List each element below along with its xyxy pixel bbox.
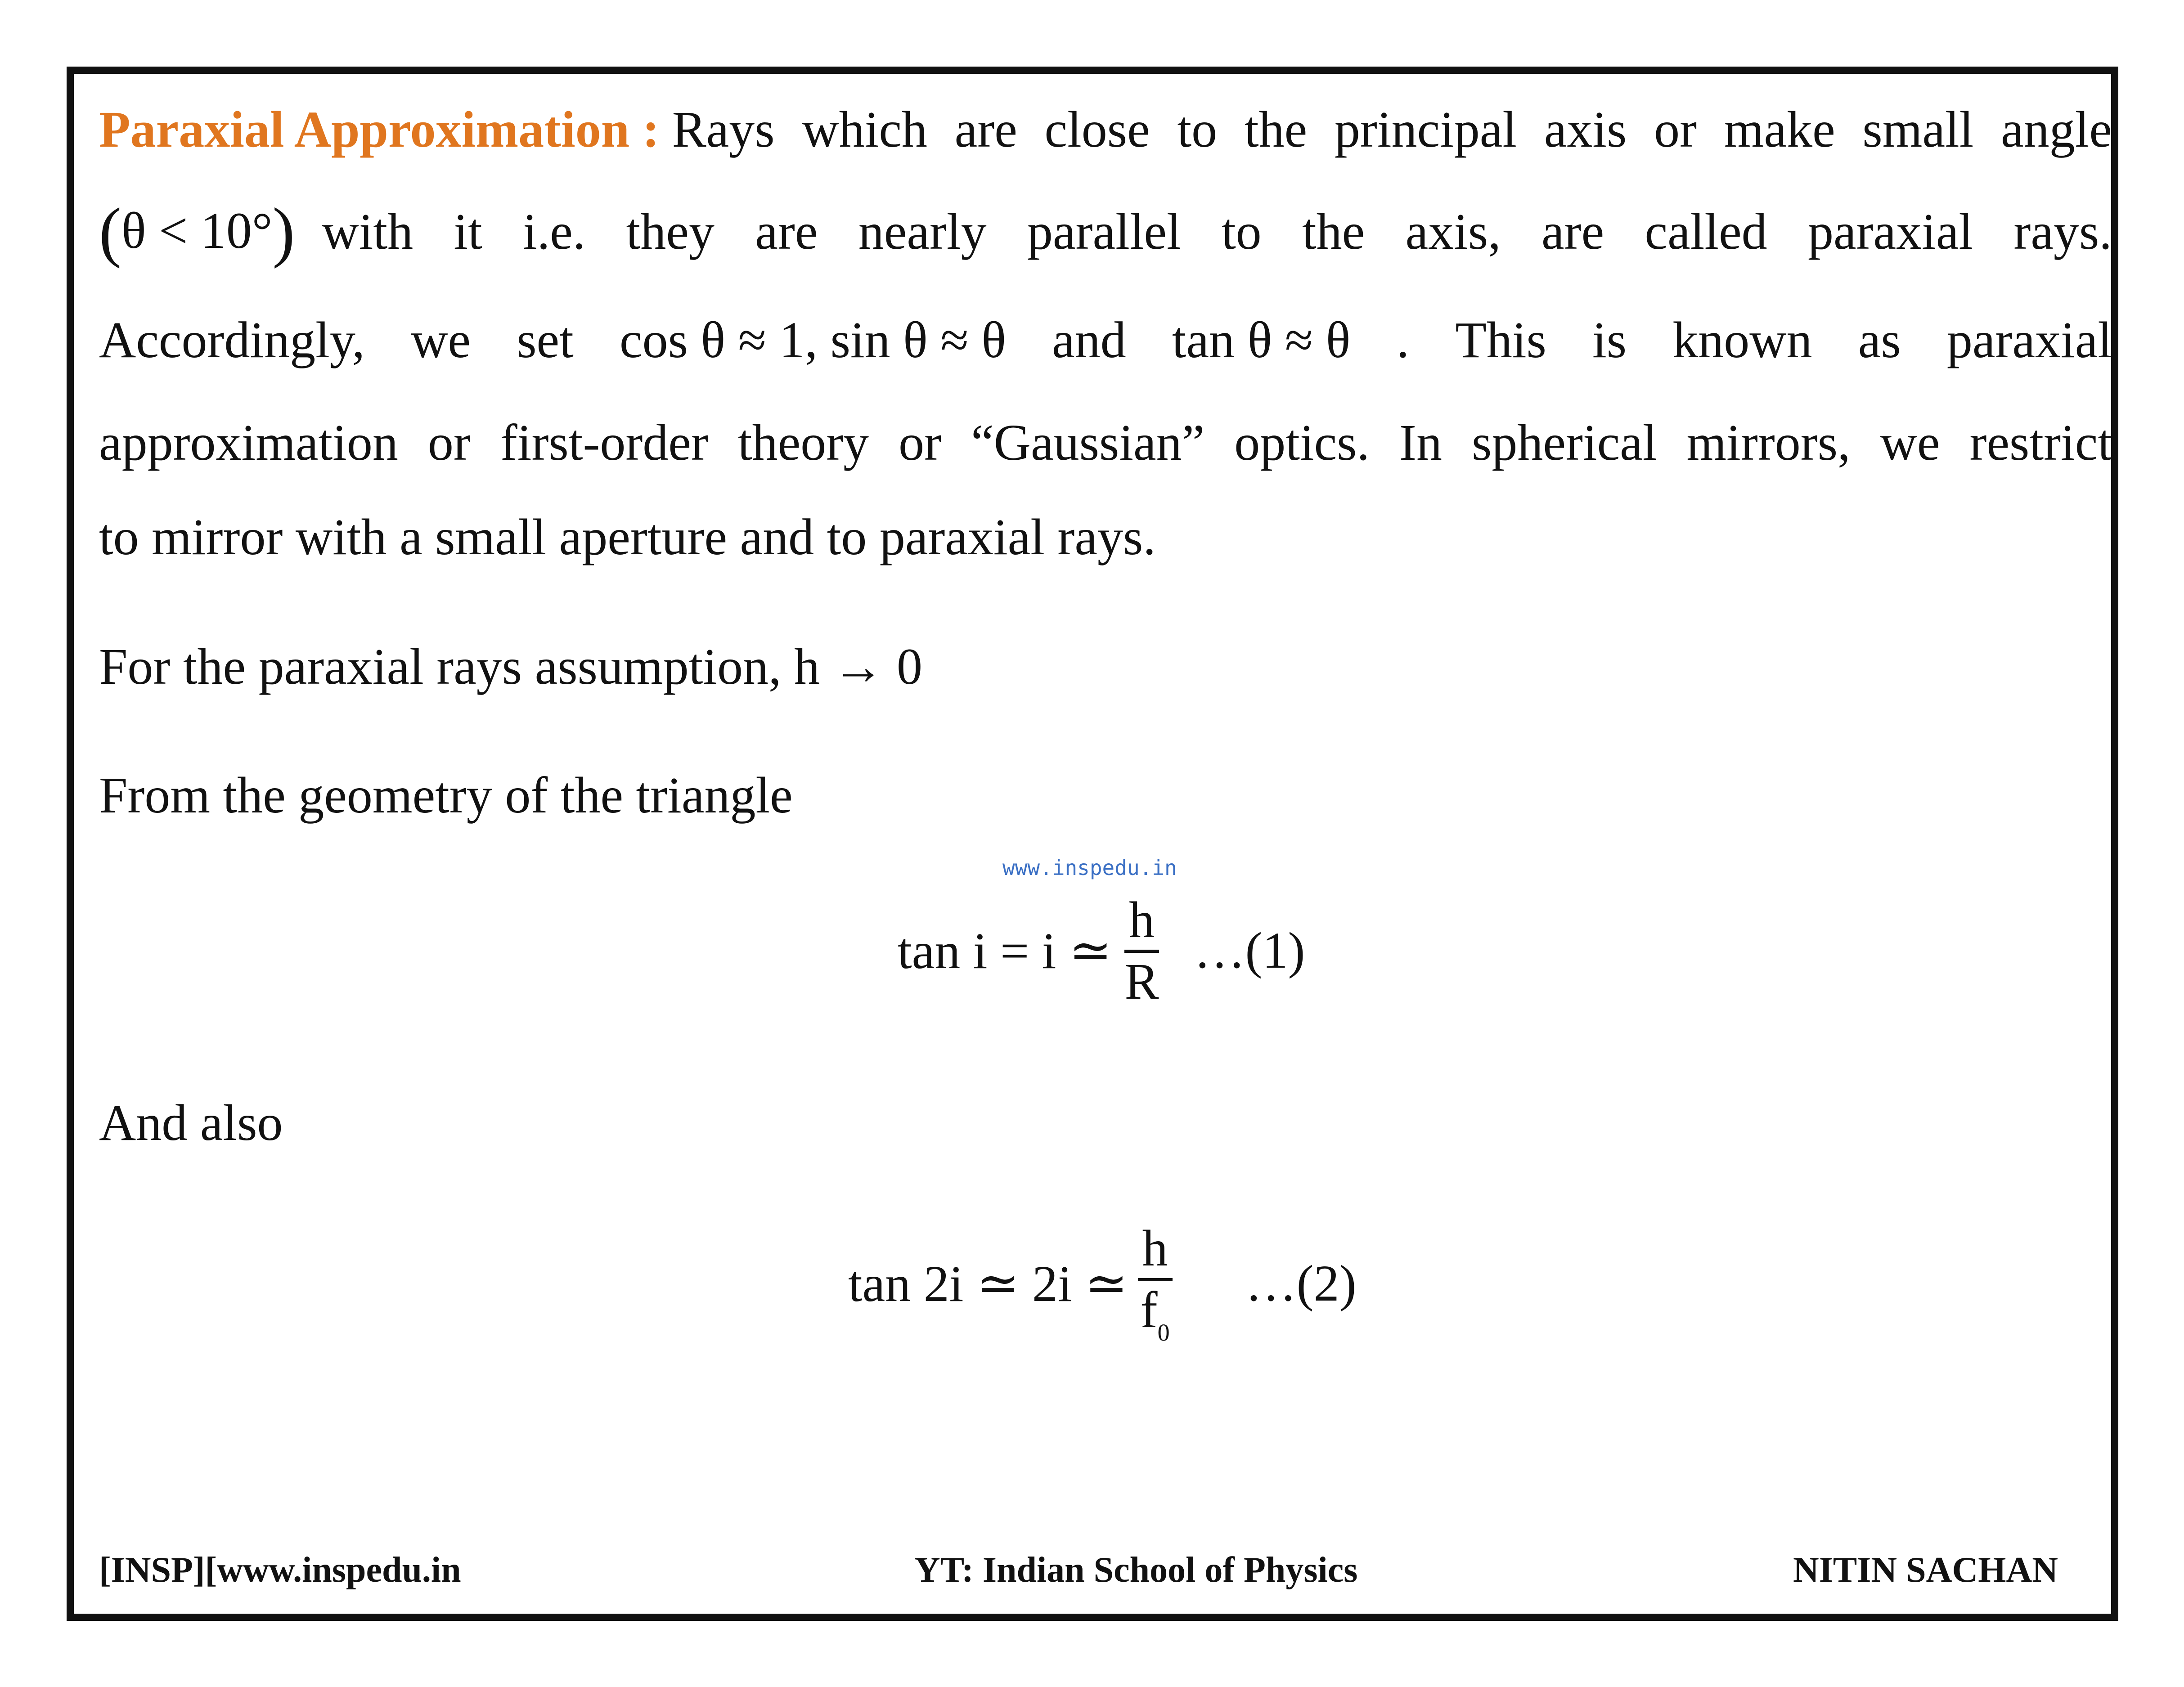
line-3-word: is <box>1592 311 1627 368</box>
line-2-word: paraxial <box>1808 203 1973 260</box>
equation-1 <box>898 893 1305 1008</box>
equation-2 <box>848 1221 1357 1345</box>
line-2-word: nearly <box>858 203 987 260</box>
line-3-word: as <box>1858 311 1901 368</box>
line-3-word: This <box>1455 311 1546 368</box>
right-paren: ) <box>272 194 295 269</box>
line-3-word: paraxial <box>1946 311 2112 368</box>
line-1-content <box>99 100 2112 159</box>
equation-2-label: …(2) <box>1245 1254 1357 1312</box>
paragraph-line-1 <box>99 100 2112 159</box>
paragraph-line-4: approximation or first-order theory or “Gaussian” optics. In spherical mirrors, we restrict <box>99 414 2112 471</box>
line-2-words <box>322 202 2112 261</box>
paragraph-line-3 <box>99 310 2112 370</box>
watermark: www.inspedu.in <box>1002 856 1177 880</box>
line-3-word: we <box>411 311 471 368</box>
line-2-word: parallel <box>1027 203 1181 260</box>
line-3-word: . <box>1396 311 1410 368</box>
equation-2-denominator-base: f <box>1140 1281 1158 1338</box>
angle-condition <box>99 194 295 269</box>
line-2-word: are <box>1541 203 1604 260</box>
and-also-text: And also <box>99 1094 283 1151</box>
line-2-word: with <box>322 203 413 260</box>
page-border <box>67 67 2118 1621</box>
equation-1-denominator: R <box>1124 952 1159 1010</box>
equation-2-denominator <box>1136 1281 1174 1346</box>
geometry-intro-text: From the geometry of the triangle <box>99 767 793 824</box>
line-2-word: i.e. <box>523 203 586 260</box>
left-paren: ( <box>99 194 121 269</box>
heading: Paraxial Approximation : <box>99 101 660 158</box>
line-3-word: tan θ ≈ θ <box>1172 311 1351 368</box>
line-2-word: rays. <box>2013 203 2112 260</box>
assumption-text: For the paraxial rays assumption, h → 0 <box>99 638 923 695</box>
line-2-word: called <box>1645 203 1767 260</box>
equation-2-denominator-sub: 0 <box>1157 1319 1170 1346</box>
line-2-word: they <box>626 203 715 260</box>
line-2-word: axis, <box>1405 203 1501 260</box>
equation-1-lhs: tan i = i ≃ <box>898 922 1112 980</box>
equation-1-fraction <box>1120 893 1163 1008</box>
equation-1-numerator: h <box>1124 893 1159 953</box>
equation-1-label: …(1) <box>1194 922 1305 979</box>
paragraph-line-2 <box>99 194 2112 269</box>
paragraph-line-5: to mirror with a small aperture and to paraxial rays. <box>99 508 1156 565</box>
footer-right: NITIN SACHAN <box>1793 1550 2058 1590</box>
footer-center: YT: Indian School of Physics <box>914 1550 1358 1590</box>
equation-2-lhs: tan 2i ≃ 2i ≃ <box>848 1255 1128 1312</box>
paragraph-line-1-text: Rays which are close to the principal axis or make small angle <box>672 101 2112 158</box>
line-2-word: are <box>755 203 818 260</box>
line-3-word: known <box>1672 311 1812 368</box>
line-2-word: the <box>1302 203 1365 260</box>
equation-2-fraction <box>1136 1221 1174 1345</box>
line-3-word: set <box>517 311 574 368</box>
line-2-word: to <box>1222 203 1262 260</box>
footer-left: [INSP][www.inspedu.in <box>99 1550 461 1590</box>
line-3-word: Accordingly, <box>99 311 365 368</box>
equation-2-numerator: h <box>1138 1221 1173 1281</box>
line-3-word: cos θ ≈ 1, sin θ ≈ θ <box>619 311 1006 368</box>
angle-condition-text: θ < 10° <box>121 202 273 259</box>
line-2-word: it <box>454 203 482 260</box>
line-3-word: and <box>1052 311 1126 368</box>
